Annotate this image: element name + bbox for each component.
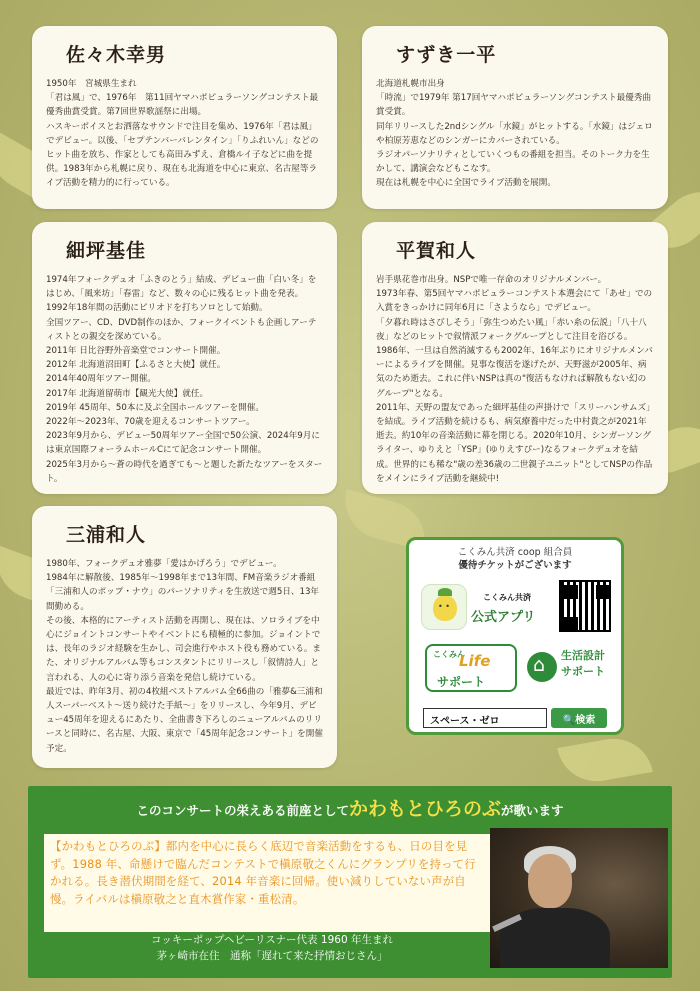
profile-card-suzuki: [362, 26, 668, 209]
profile-name: すずき一平: [396, 44, 497, 66]
banner-headline-pre: このコンサートの栄えある前座として: [136, 803, 349, 818]
profile-card-hosotsubo: [32, 222, 337, 494]
app-brand: こくみん共済: [483, 593, 531, 602]
opening-act-bio: 【かわもとひろのぶ】都内を中心に長らく底辺で音楽活動をするも、日の目を見ず。1988 年、命懸けで臨んだコンテストで槇原敬之くんにグランプリを持って行かれる。長き潜伏期間を経て、2014 年音楽に回帰。使い減りしていない声が自慢。ライバルは槇原敬之と直木賞作家・重松清。: [44, 834, 492, 932]
profile-name: 佐々木幸男: [66, 44, 167, 66]
profile-body: 1950年 宮城県生まれ 「君は風」で、1976年 第11回ヤマハポピュラーソングコンテスト最優秀曲賞受賞。第7回世界歌謡祭に出場。 ハスキーボイスとお洒落なサウンドで注目を集め、1976年「君は風」でデビュー。以後、「セプテンバーバレンタイン」「りふれいん」などのヒット曲を放ち、作家としても高田みずえ、倉橋ルイ子などに曲を提供。1983年から札幌に戻り、現在も北海道を中心に東京、名古屋等ライブ活動を精力的に行っている。: [46, 79, 319, 189]
ticket-title-line1: こくみん共済 coop 組合員: [457, 547, 573, 558]
app-mascot-icon[interactable]: [421, 584, 467, 630]
search-input[interactable]: スペース・ゼロ: [423, 708, 547, 728]
search-button[interactable]: 🔍検索: [551, 708, 607, 728]
planning-line1: 生活設計: [561, 649, 605, 662]
life-logo-word: Life: [459, 652, 491, 670]
opening-act-banner: [28, 786, 672, 978]
profile-body: 北海道札幌市出身 「時流」で1979年 第17回ヤマハポピュラーソングコンテスト最優秀曲賞受賞。 同年リリースした2ndシングル「水鏡」がヒットする。「水鏡」はジェロや柏原芳恵などのシンガーにカバーされている。 ラジオパーソナリティとしていくつもの番組を担当。そのトーク力を生かして、講演会などもこなす。 現在は札幌を中心に全国でライブ活動を展開。: [376, 79, 653, 189]
official-app-label[interactable]: 公式アプリ: [471, 610, 536, 625]
profile-card-miura: [32, 506, 337, 768]
profile-card-hiraga: [362, 222, 668, 494]
member-ticket-box: [406, 537, 624, 735]
profile-body: 1974年フォークデュオ「ふきのとう」結成、デビュー曲「白い冬」をはじめ、「風来坊」「春雷」など、数々の心に残るヒット曲を発表。 1992年18年間の活動にピリオドを打ちソロとして始動。 全国ツアー、CD、DVD制作のほか、フォークイベントも企画しアーティストとの親交を深めている。 2011年 日比谷野外音楽堂でコンサート開催。 2012年 北海道沼田町【ふるさと大使】就任。 2014年40周年ツアー開催。 2017年 北海道留萌市【観光大使】就任。 2019年 45周年、50本に及ぶ全国ホールツアーを開催。 2022年～2023年、70歳を迎えるコンサートツアー。 2023年9月から、デビュー50周年ツアー全国で50公演、2024年9月には東京国際フォーラムホールCにて記念コンサート開催。 2025年3月から～蒼の時代を過ぎても～と題した新たなツアーをスタート。: [46, 275, 323, 484]
ticket-title: [409, 546, 621, 572]
profile-card-sasaki: [32, 26, 337, 209]
leaf-decoration: [557, 732, 653, 787]
house-icon: [527, 652, 557, 682]
profile-body: 岩手県花巻市出身。NSPで唯一存命のオリジナルメンバー。 1973年春、第5回ヤマハポピュラーコンテスト本選会にて「あせ」での入賞をきっかけに同年6月に「さようなら」でデビュー。 「夕暮れ時はさびしそう」「弥生つめたい風」「赤い糸の伝説」「八十八夜」などのヒットで叙情派フォークグループとして注目を浴びる。 1986年、一旦は自然消滅するも2002年、16年ぶりにオリジナルメンバーによるライブを開催。見事な復活を遂げたが、天野滋が2005年、病気のため逝去。これに伴いNSPは真の"復活もなければ解散もない幻のグループ"となる。 2011年、天野の盟友であった細坪基佳の声掛けで「スリーハンサムズ」を結成。ライブ活動を続けるも、病気療養中だった中村貴之が2021年逝去。約10年の音楽活動に幕を閉じる。2020年10月、シンガーソングライター、ゆりえと「YSP」(ゆりえすぴー)なるフォークデュオを結成。世界的にも稀な"歳の差36歳の二世親子ユニット"としてNSPの作品をメインにライブ活動を継続中!: [376, 275, 653, 484]
profile-name: 三浦和人: [66, 524, 147, 546]
life-logo-brand: こくみん: [433, 650, 465, 659]
profile-name: 平賀和人: [396, 240, 477, 262]
banner-headline: [28, 794, 672, 821]
banner-headline-post: が歌います: [501, 803, 564, 818]
opening-act-subtitle: コッキーポップヘビーリスナー代表 1960 年生まれ 茅ヶ崎市在住 通称「遅れて来た抒情おじさん」: [151, 934, 393, 962]
profile-body: 1980年、フォークデュオ雅夢「愛はかげろう」でデビュー。 1984年に解散後、1985年～1998年まで13年間、FM音楽ラジオ番組「三浦和人のポップ・ナウ」のパーソナリティを生放送で週5日、13年間勤める。 その後、本格的にアーティスト活動を再開し、現在は、ソロライブを中心にジョイントコンサートやイベントにも積極的に参加。ジョイントでは、長年のラジオ経験を生かし、司会進行やホスト役も務めている。また、オリジナルアルバム等もコンスタントにリリースし「叙情詩人」と言われる、人の心に寄り添う音楽を発信し続けている。 最近では、昨年3月、初の4枚組ベストアルバム全66曲の「雅夢&三浦和人スーパーベスト～送り続けた手紙～」をリリースし、今年9月、デビュー45周年を迎えるにあたり、全曲書き下ろしのニューアルバムのリリースと同時に、名古屋、大阪、東京で「45周年記念コンサート」を開催予定。: [46, 559, 323, 754]
life-support-logo[interactable]: [425, 644, 517, 692]
qr-code-icon[interactable]: [559, 580, 611, 632]
banner-headline-name: かわもとひろのぶ: [348, 798, 501, 820]
planning-line2: サポート: [561, 665, 605, 678]
life-planning-support-label[interactable]: [561, 648, 605, 680]
performer-photo: [490, 828, 668, 968]
ticket-title-line2: 優待チケットがございます: [458, 560, 572, 571]
life-logo-support: サポート: [437, 675, 486, 689]
profile-name: 細坪基佳: [66, 240, 147, 262]
